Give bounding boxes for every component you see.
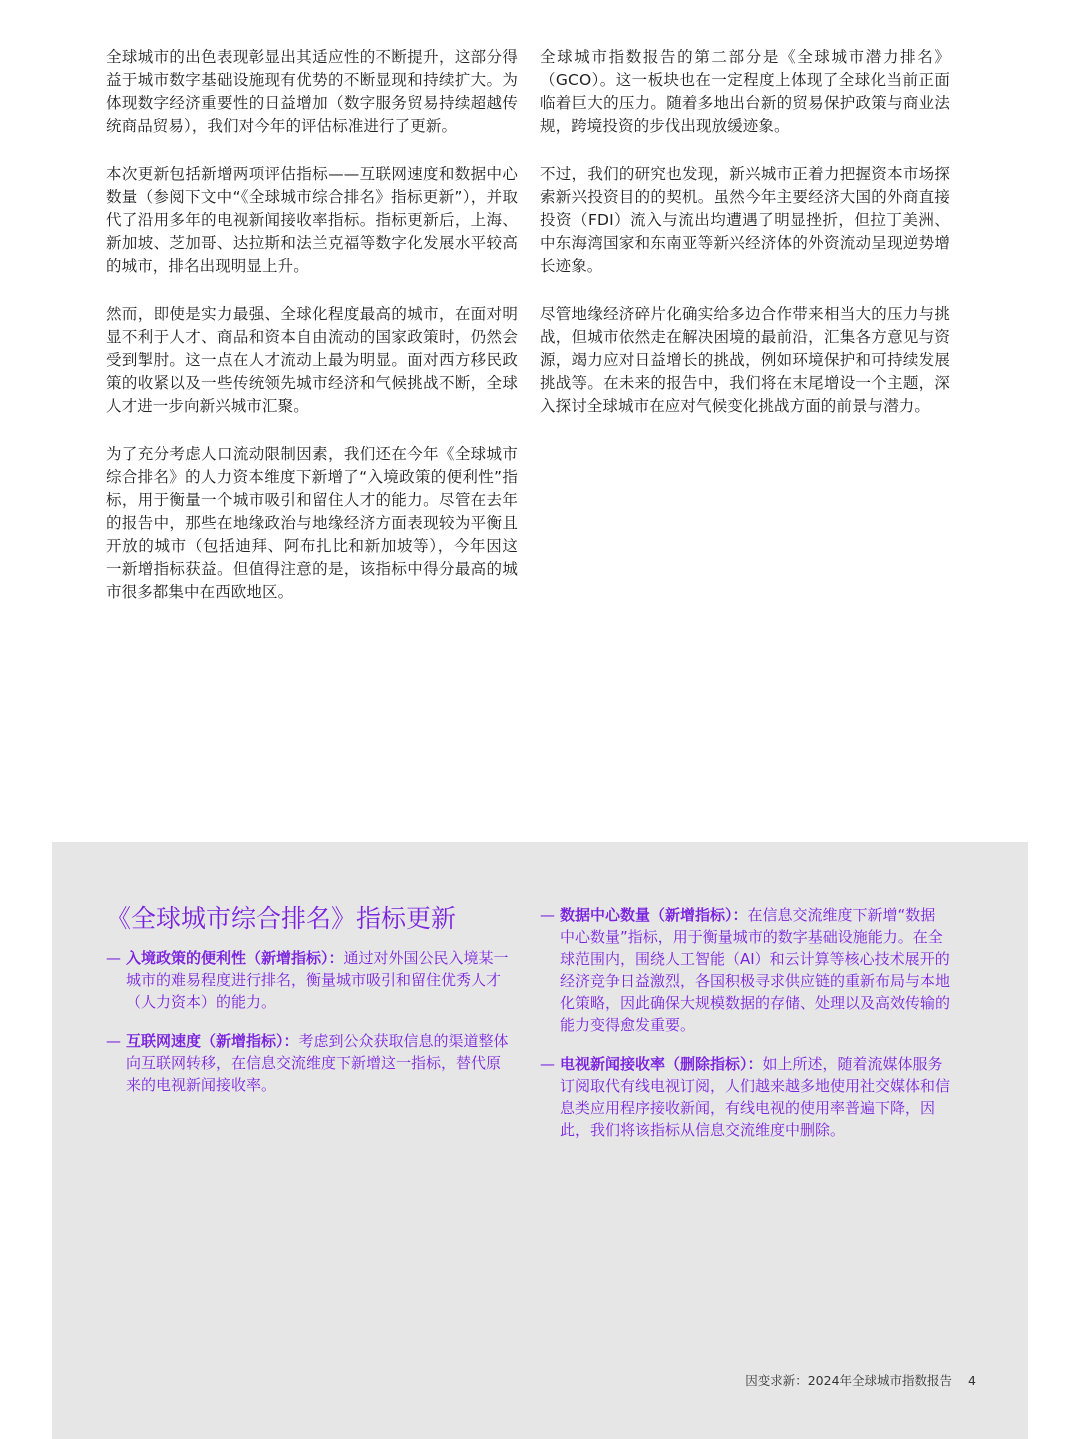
- indicator-description: 考虑到公众获取信息的渠道整体向互联网转移，在信息交流维度下新增这一指标，替代原来的电视新闻接收率。: [126, 1032, 509, 1094]
- paragraph: 不过，我们的研究也发现，新兴城市正着力把握资本市场探索新兴投资目的的契机。虽然今年主要经济大国的外商直接投资（FDI）流入与流出均遭遇了明显挫折，但拉丁美洲、中东海湾国家和东南亚等新兴经济体的外资流动呈现逆势增长迹象。: [540, 165, 950, 275]
- indicator-item: [106, 1030, 511, 1096]
- panel-title: 《全球城市综合排名》指标更新: [106, 904, 457, 933]
- dash-bullet: —: [540, 906, 555, 924]
- page-footer: [745, 1372, 976, 1390]
- paragraph: 为了充分考虑人口流动限制因素，我们还在今年《全球城市综合排名》的人力资本维度下新增了“入境政策的便利性”指标，用于衡量一个城市吸引和留住人才的能力。尽管在去年的报告中，那些在地缘政治与地缘经济方面表现较为平衡且开放的城市（包括迪拜、阿布扎比和新加坡等），今年因这一新增指标获益。但值得注意的是，该指标中得分最高的城市很多都集中在西欧地区。: [106, 445, 518, 601]
- indicator-name: 入境政策的便利性（新增指标）：: [126, 949, 344, 967]
- indicator-list-left: [106, 947, 511, 1113]
- indicator-item: [106, 947, 511, 1013]
- dash-bullet: —: [106, 1032, 121, 1050]
- indicator-name: 数据中心数量（新增指标）：: [560, 906, 748, 924]
- paragraph: 全球城市的出色表现彰显出其适应性的不断提升，这部分得益于城市数字基础设施现有优势的不断显现和持续扩大。为体现数字经济重要性的日益增加（数字服务贸易持续超越传统商品贸易），我们对今年的评估标准进行了更新。: [106, 48, 518, 135]
- indicator-description: 如上所述，随着流媒体服务订阅取代有线电视订阅，人们越来越多地使用社交媒体和信息类应用程序接收新闻，有线电视的使用率普遍下降，因此，我们将该指标从信息交流维度中删除。: [560, 1055, 951, 1139]
- indicator-name: 互联网速度（新增指标）：: [126, 1032, 299, 1050]
- paragraph: 本次更新包括新增两项评估指标——互联网速度和数据中心数量（参阅下文中“《全球城市综合排名》指标更新”），并取代了沿用多年的电视新闻接收率指标。指标更新后，上海、新加坡、芝加哥、达拉斯和法兰克福等数字化发展水平较高的城市，排名出现明显上升。: [106, 165, 518, 275]
- indicator-name: 电视新闻接收率（删除指标）：: [560, 1055, 763, 1073]
- indicator-description: 通过对外国公民入境某一城市的难易程度进行排名，衡量城市吸引和留住优秀人才（人力资本）的能力。: [126, 949, 509, 1011]
- indicator-item: [540, 904, 950, 1036]
- paragraph: 尽管地缘经济碎片化确实给多边合作带来相当大的压力与挑战，但城市依然走在解决困境的最前沿，汇集各方意见与资源，竭力应对日益增长的挑战，例如环境保护和可持续发展挑战等。在未来的报告中，我们将在末尾增设一个主题，深入探讨全球城市在应对气候变化挑战方面的前景与潜力。: [540, 305, 950, 415]
- indicator-item: [540, 1053, 950, 1141]
- dash-bullet: —: [540, 1055, 555, 1073]
- indicator-list-right: [540, 904, 950, 1158]
- dash-bullet: —: [106, 949, 121, 967]
- footer-report-title: 因变求新：2024年全球城市指数报告: [745, 1373, 953, 1388]
- paragraph: 全球城市指数报告的第二部分是《全球城市潜力排名》（GCO）。这一板块也在一定程度上体现了全球化当前正面临着巨大的压力。随着多地出台新的贸易保护政策与商业法规，跨境投资的步伐出现放缓迹象。: [540, 48, 950, 135]
- indicator-description: 在信息交流维度下新增“数据中心数量”指标，用于衡量城市的数字基础设施能力。在全球范围内，围绕人工智能（AI）和云计算等核心技术展开的经济竞争日益激烈，各国积极寻求供应链的重新布局与本地化策略，因此确保大规模数据的存储、处理以及高效传输的能力变得愈发重要。: [560, 906, 951, 1034]
- indicator-update-panel: [52, 842, 1028, 1439]
- page-number: 4: [968, 1373, 976, 1388]
- paragraph: 然而，即使是实力最强、全球化程度最高的城市，在面对明显不利于人才、商品和资本自由流动的国家政策时，仍然会受到掣肘。这一点在人才流动上最为明显。面对西方移民政策的收紧以及一些传统领先城市经济和气候挑战不断，全球人才进一步向新兴城市汇聚。: [106, 305, 518, 415]
- left-text-column: [106, 46, 518, 629]
- right-text-column: [540, 46, 950, 443]
